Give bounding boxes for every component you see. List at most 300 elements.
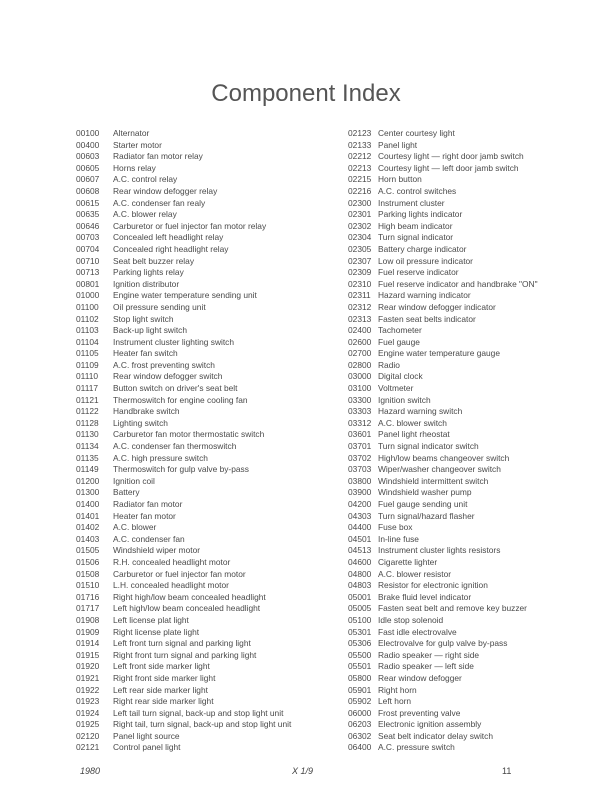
component-code: 02400 xyxy=(348,325,372,336)
component-description: Instrument cluster lighting switch xyxy=(113,336,235,347)
component-code: 01403 xyxy=(76,533,100,544)
index-entry xyxy=(348,464,538,476)
component-description: Heater fan switch xyxy=(113,348,178,359)
component-description: Idle stop solenoid xyxy=(378,614,444,625)
component-description: Right horn xyxy=(378,684,417,695)
page-number: 11 xyxy=(502,766,512,776)
component-description: Radio xyxy=(378,359,400,370)
component-code: 05901 xyxy=(348,684,372,695)
component-description: A.C. high pressure switch xyxy=(113,452,208,463)
index-entry xyxy=(76,325,291,337)
component-code: 01103 xyxy=(76,325,99,336)
component-description: Fuel gauge xyxy=(378,336,420,347)
component-code: 00713 xyxy=(76,267,100,278)
component-description: Horns relay xyxy=(113,162,156,173)
component-code: 03703 xyxy=(348,464,372,475)
component-description: Lighting switch xyxy=(113,417,168,428)
component-code: 03312 xyxy=(348,417,372,428)
component-code: 02121 xyxy=(76,742,100,753)
component-code: 04513 xyxy=(348,545,372,556)
index-entry xyxy=(76,198,291,210)
component-code: 03100 xyxy=(348,383,372,394)
component-description: Wiper/washer changeover switch xyxy=(378,464,501,475)
index-entry xyxy=(76,371,291,383)
index-entry xyxy=(348,232,538,244)
component-description: Battery charge indicator xyxy=(378,243,467,254)
index-entry xyxy=(348,696,538,708)
index-entry xyxy=(76,615,291,627)
component-code: 03000 xyxy=(348,371,372,382)
index-entry xyxy=(348,209,538,221)
component-description: Left horn xyxy=(378,696,412,707)
component-description: Windshield wiper motor xyxy=(113,545,201,556)
index-entry xyxy=(348,650,538,662)
component-description: A.C. control relay xyxy=(113,174,178,185)
component-code: 01923 xyxy=(76,696,100,707)
component-description: Courtesy light — right door jamb switch xyxy=(378,151,524,162)
index-entry xyxy=(348,592,538,604)
index-entry xyxy=(76,232,291,244)
component-description: Button switch on driver's seat belt xyxy=(113,383,238,394)
component-description: Rear window defogger switch xyxy=(113,371,223,382)
component-description: Radiator fan motor relay xyxy=(113,151,203,162)
component-description: A.C. condenser fan thermoswitch xyxy=(113,441,237,452)
index-entry xyxy=(348,522,538,534)
component-description: Left tail turn signal, back-up and stop light unit xyxy=(113,707,284,718)
index-entry xyxy=(76,267,291,279)
component-description: Right high/low beam concealed headlight xyxy=(113,591,266,602)
component-code: 01400 xyxy=(76,499,100,509)
component-description: Right license plate light xyxy=(113,626,200,637)
index-entry xyxy=(348,742,538,754)
index-entry xyxy=(348,406,538,418)
component-description: A.C. blower relay xyxy=(113,209,177,220)
component-code: 00646 xyxy=(76,220,100,231)
index-entry xyxy=(348,476,538,488)
component-code: 05500 xyxy=(348,649,372,660)
index-entry xyxy=(76,429,291,441)
index-entry xyxy=(76,569,291,581)
index-entry xyxy=(348,487,538,499)
component-code: 05306 xyxy=(348,638,372,649)
component-description: Handbrake switch xyxy=(113,406,180,417)
component-description: Hazard warning indicator xyxy=(378,290,471,301)
index-entry xyxy=(76,163,291,175)
index-entry xyxy=(76,487,291,499)
component-description: Left license plat light xyxy=(113,614,189,625)
footer-year: 1980 xyxy=(80,766,101,776)
component-description: Low oil pressure indicator xyxy=(378,255,473,266)
index-entry xyxy=(348,673,538,685)
index-entry xyxy=(348,708,538,720)
index-entry xyxy=(348,256,538,268)
index-entry xyxy=(348,140,538,152)
index-entry xyxy=(76,696,291,708)
component-description: Control panel light xyxy=(113,742,181,753)
index-entry xyxy=(348,418,538,430)
component-description: A.C. condenser fan realy xyxy=(113,197,206,208)
component-code: 04400 xyxy=(348,522,372,533)
index-entry xyxy=(76,453,291,465)
component-description: Electronic ignition assembly xyxy=(378,719,482,730)
component-code: 01716 xyxy=(76,591,100,602)
component-code: 03303 xyxy=(348,406,372,417)
index-entry xyxy=(348,638,538,650)
component-code: 02120 xyxy=(76,730,100,741)
index-entry xyxy=(348,429,538,441)
component-code: 05005 xyxy=(348,603,372,614)
index-entry xyxy=(76,708,291,720)
component-description: Rear window defogger indicator xyxy=(378,301,496,312)
component-description: Ignition distributor xyxy=(113,278,180,289)
index-entry xyxy=(348,128,538,140)
index-entry xyxy=(348,186,538,198)
index-entry xyxy=(76,685,291,697)
component-code: 02212 xyxy=(348,151,372,162)
component-description: Right front side marker light xyxy=(113,672,216,683)
component-code: 01105 xyxy=(76,348,99,359)
component-code: 03601 xyxy=(348,429,372,440)
component-description: Concealed right headlight relay xyxy=(113,243,229,254)
index-entry xyxy=(76,314,291,326)
index-entry xyxy=(348,603,538,615)
component-code: 02305 xyxy=(348,243,372,254)
index-entry xyxy=(348,395,538,407)
component-code: 02123 xyxy=(348,128,372,138)
index-entry xyxy=(76,337,291,349)
component-code: 02213 xyxy=(348,162,372,173)
index-entry xyxy=(76,719,291,731)
index-entry xyxy=(76,441,291,453)
component-description: Horn button xyxy=(378,174,422,185)
index-entry xyxy=(76,580,291,592)
component-code: 06203 xyxy=(348,719,372,730)
component-code: 01104 xyxy=(76,336,99,347)
component-code: 00603 xyxy=(76,151,100,162)
component-code: 04800 xyxy=(348,568,372,579)
component-description: Turn signal indicator xyxy=(378,232,454,243)
component-code: 01914 xyxy=(76,638,100,649)
component-description: Seat belt buzzer relay xyxy=(113,255,195,266)
component-code: 02311 xyxy=(348,290,371,301)
component-code: 01921 xyxy=(76,672,100,683)
component-code: 01925 xyxy=(76,719,100,730)
component-code: 01200 xyxy=(76,475,100,486)
component-description: Parking lights indicator xyxy=(378,209,463,220)
component-description: Right tail, turn signal, back-up and stop light unit xyxy=(113,719,292,730)
index-entry xyxy=(348,453,538,465)
component-description: Left high/low beam concealed headlight xyxy=(113,603,261,614)
index-entry xyxy=(348,499,538,511)
component-code: 01401 xyxy=(76,510,100,521)
index-entry xyxy=(76,279,291,291)
component-description: Electrovalve for gulp valve by-pass xyxy=(378,638,508,649)
index-entry xyxy=(348,557,538,569)
index-entry xyxy=(76,661,291,673)
component-description: Radiator fan motor xyxy=(113,499,183,509)
component-code: 01922 xyxy=(76,684,100,695)
component-code: 03800 xyxy=(348,475,372,486)
index-entry xyxy=(76,545,291,557)
component-description: Right front turn signal and parking light xyxy=(113,649,257,660)
index-entry xyxy=(348,719,538,731)
component-description: A.C. blower xyxy=(113,522,157,533)
component-description: Concealed left headlight relay xyxy=(113,232,224,243)
component-code: 00615 xyxy=(76,197,100,208)
component-code: 01924 xyxy=(76,707,100,718)
component-code: 00704 xyxy=(76,243,100,254)
index-entry xyxy=(76,348,291,360)
index-entry xyxy=(76,140,291,152)
component-code: 00635 xyxy=(76,209,100,220)
component-code: 02304 xyxy=(348,232,372,243)
component-description: High/low beams changeover switch xyxy=(378,452,510,463)
component-code: 01510 xyxy=(76,580,100,591)
index-entry xyxy=(348,244,538,256)
index-entry xyxy=(348,174,538,186)
component-description: Alternator xyxy=(113,128,150,138)
component-description: Instrument cluster xyxy=(378,197,445,208)
index-entry xyxy=(76,522,291,534)
index-entry xyxy=(348,360,538,372)
index-entry xyxy=(76,128,291,140)
component-code: 01505 xyxy=(76,545,100,556)
index-entry xyxy=(76,174,291,186)
index-entry xyxy=(348,731,538,743)
component-code: 05902 xyxy=(348,696,372,707)
component-description: L.H. concealed headlight motor xyxy=(113,580,229,591)
index-entry xyxy=(348,685,538,697)
index-entry xyxy=(76,592,291,604)
component-code: 02600 xyxy=(348,336,372,347)
component-description: A.C. blower switch xyxy=(378,417,447,428)
component-description: Thermoswitch for engine cooling fan xyxy=(113,394,248,405)
component-code: 04803 xyxy=(348,580,372,591)
index-entry xyxy=(348,314,538,326)
index-entry xyxy=(76,731,291,743)
component-code: 06000 xyxy=(348,707,372,718)
component-code: 01909 xyxy=(76,626,100,637)
index-entry xyxy=(348,569,538,581)
component-code: 02309 xyxy=(348,267,372,278)
component-code: 00608 xyxy=(76,185,100,196)
component-description: In-line fuse xyxy=(378,533,419,544)
component-description: Ignition switch xyxy=(378,394,431,405)
index-entry xyxy=(76,418,291,430)
component-code: 01915 xyxy=(76,649,100,660)
index-entry xyxy=(348,325,538,337)
component-description: Panel light xyxy=(378,139,418,150)
component-description: Fuel gauge sending unit xyxy=(378,499,468,509)
component-description: Engine water temperature gauge xyxy=(378,348,500,359)
component-description: Fast idle electrovalve xyxy=(378,626,457,637)
component-code: 01717 xyxy=(76,603,100,614)
component-description: Fasten seat belt and remove key buzzer xyxy=(378,603,527,614)
component-description: Fuel reserve indicator and handbrake "ON" xyxy=(378,278,538,289)
component-code: 00100 xyxy=(76,128,100,138)
component-code: 01130 xyxy=(76,429,99,440)
footer-ref: X 1/9 xyxy=(292,766,314,776)
component-code: 03900 xyxy=(348,487,372,498)
component-description: Oil pressure sending unit xyxy=(113,301,206,312)
component-description: Tachometer xyxy=(378,325,422,336)
component-description: A.C. pressure switch xyxy=(378,742,455,753)
component-description: Brake fluid level indicator xyxy=(378,591,472,602)
component-description: Ignition coil xyxy=(113,475,155,486)
index-entry xyxy=(348,511,538,523)
component-code: 03702 xyxy=(348,452,372,463)
component-code: 00605 xyxy=(76,162,100,173)
component-code: 05001 xyxy=(348,591,372,602)
component-code: 00703 xyxy=(76,232,100,243)
component-description: Panel light rheostat xyxy=(378,429,450,440)
component-description: Frost preventing valve xyxy=(378,707,461,718)
component-description: Fuel reserve indicator xyxy=(378,267,459,278)
component-description: Hazard warning switch xyxy=(378,406,463,417)
index-entry xyxy=(348,348,538,360)
component-description: Voltmeter xyxy=(378,383,414,394)
component-code: 02300 xyxy=(348,197,372,208)
component-description: Cigarette lighter xyxy=(378,556,438,567)
component-code: 01110 xyxy=(76,371,99,382)
index-entry xyxy=(348,383,538,395)
component-description: Center courtesy light xyxy=(378,128,455,138)
component-code: 01402 xyxy=(76,522,100,533)
index-entry xyxy=(76,360,291,372)
component-code: 01135 xyxy=(76,452,99,463)
index-entry xyxy=(76,395,291,407)
index-entry xyxy=(76,244,291,256)
component-description: Battery xyxy=(113,487,140,498)
index-entry xyxy=(348,580,538,592)
component-code: 01117 xyxy=(76,383,99,394)
component-description: Carburetor or fuel injector fan motor xyxy=(113,568,246,579)
component-code: 04200 xyxy=(348,499,372,509)
component-code: 01506 xyxy=(76,556,100,567)
index-entry xyxy=(76,511,291,523)
index-entry xyxy=(348,534,538,546)
component-description: A.C. frost preventing switch xyxy=(113,359,215,370)
index-entry xyxy=(76,151,291,163)
component-code: 05100 xyxy=(348,614,372,625)
index-entry xyxy=(76,627,291,639)
index-entry xyxy=(348,661,538,673)
index-entry xyxy=(76,209,291,221)
component-code: 01920 xyxy=(76,661,100,672)
component-code: 01128 xyxy=(76,417,99,428)
index-entry xyxy=(76,302,291,314)
index-entry xyxy=(76,476,291,488)
component-description: Radio speaker — left side xyxy=(378,661,474,672)
component-description: Windshield washer pump xyxy=(378,487,472,498)
index-column-right xyxy=(348,128,538,754)
component-code: 02313 xyxy=(348,313,372,324)
index-entry xyxy=(76,650,291,662)
component-code: 02312 xyxy=(348,301,372,312)
index-entry xyxy=(76,499,291,511)
index-entry xyxy=(348,615,538,627)
component-code: 01300 xyxy=(76,487,100,498)
component-description: Courtesy light — left door jamb switch xyxy=(378,162,519,173)
index-entry xyxy=(348,337,538,349)
component-description: Rear window defogger xyxy=(378,672,462,683)
component-description: Carburetor fan motor thermostatic switch xyxy=(113,429,265,440)
index-entry xyxy=(348,302,538,314)
index-entry xyxy=(348,371,538,383)
component-code: 01908 xyxy=(76,614,100,625)
component-description: Turn signal/hazard flasher xyxy=(378,510,475,521)
component-description: Parking lights relay xyxy=(113,267,184,278)
index-entry xyxy=(348,198,538,210)
index-entry xyxy=(348,221,538,233)
index-entry xyxy=(76,221,291,233)
component-description: Digital clock xyxy=(378,371,423,382)
component-description: Engine water temperature sending unit xyxy=(113,290,257,301)
component-code: 02800 xyxy=(348,359,372,370)
component-code: 02216 xyxy=(348,185,372,196)
page-title: Component Index xyxy=(211,80,401,107)
component-code: 02215 xyxy=(348,174,372,185)
component-description: A.C. control switches xyxy=(378,185,457,196)
component-code: 01508 xyxy=(76,568,100,579)
component-code: 05301 xyxy=(348,626,372,637)
component-description: Radio speaker — right side xyxy=(378,649,480,660)
component-code: 04501 xyxy=(348,533,372,544)
component-description: Panel light source xyxy=(113,730,180,741)
component-code: 00400 xyxy=(76,139,100,150)
component-code: 02310 xyxy=(348,278,372,289)
component-description: Seat belt indicator delay switch xyxy=(378,730,493,741)
component-code: 03701 xyxy=(348,441,372,452)
component-description: Windshield intermittent switch xyxy=(378,475,489,486)
component-description: Stop light switch xyxy=(113,313,174,324)
component-description: Left rear side marker light xyxy=(113,684,208,695)
component-description: Fasten seat belts indicator xyxy=(378,313,476,324)
index-entry xyxy=(76,383,291,395)
component-code: 06302 xyxy=(348,730,372,741)
index-entry xyxy=(348,267,538,279)
component-code: 00710 xyxy=(76,255,100,266)
index-entry xyxy=(76,290,291,302)
component-code: 01121 xyxy=(76,394,99,405)
index-column-left xyxy=(76,128,291,754)
component-code: 01122 xyxy=(76,406,99,417)
component-code: 01100 xyxy=(76,301,99,312)
component-code: 01102 xyxy=(76,313,99,324)
component-description: Rear window defogger relay xyxy=(113,185,218,196)
component-code: 01000 xyxy=(76,290,100,301)
component-code: 02133 xyxy=(348,139,372,150)
component-code: 04600 xyxy=(348,556,372,567)
index-entry xyxy=(76,603,291,615)
component-description: Left front side marker light xyxy=(113,661,210,672)
component-description: Right rear side marker light xyxy=(113,696,214,707)
component-code: 00801 xyxy=(76,278,100,289)
index-entry xyxy=(76,742,291,754)
component-description: Thermoswitch for gulp valve by-pass xyxy=(113,464,249,475)
component-description: Left front turn signal and parking light xyxy=(113,638,251,649)
index-entry xyxy=(348,627,538,639)
index-entry xyxy=(76,256,291,268)
component-code: 06400 xyxy=(348,742,372,753)
component-description: Fuse box xyxy=(378,522,413,533)
component-code: 01109 xyxy=(76,359,99,370)
component-description: R.H. concealed headlight motor xyxy=(113,556,231,567)
component-code: 03300 xyxy=(348,394,372,405)
component-code: 05501 xyxy=(348,661,372,672)
component-description: A.C. condenser fan xyxy=(113,533,185,544)
component-code: 02307 xyxy=(348,255,372,266)
